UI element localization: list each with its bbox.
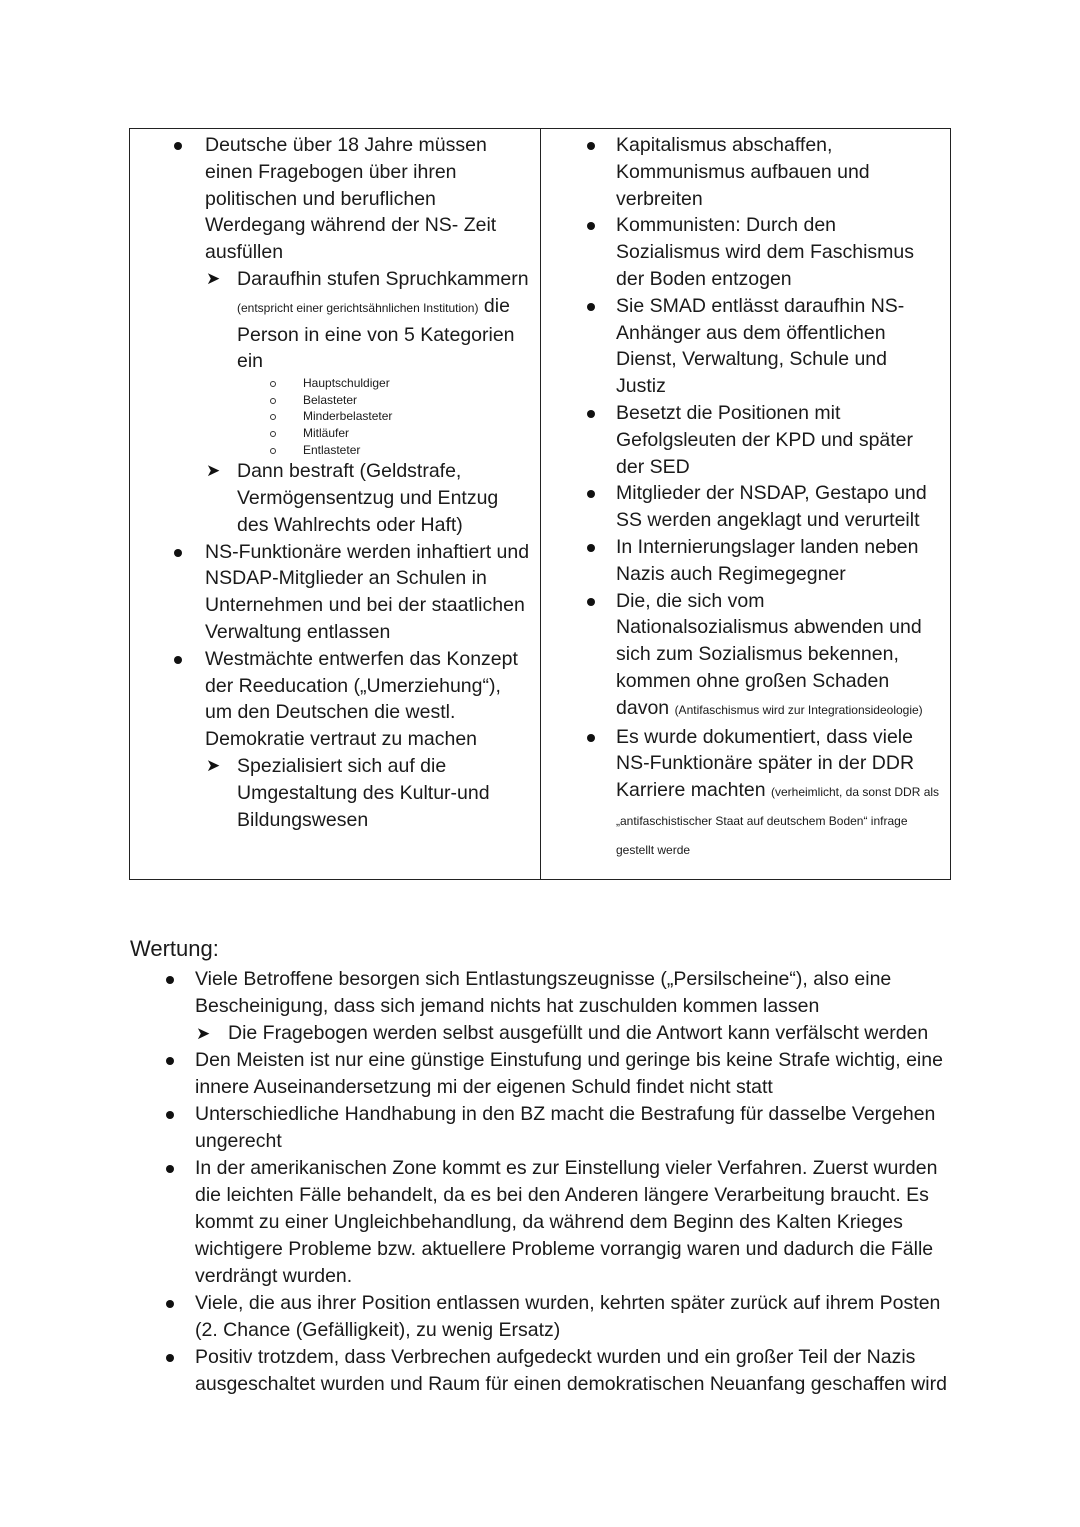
bullet-icon: [174, 549, 182, 557]
bullet-icon: [166, 1300, 174, 1308]
category-item: [130, 392, 540, 409]
sub-bullet-text: Spezialisiert sich auf die Umgestaltung des Kultur-und Bildungswesen: [237, 754, 490, 831]
wertung-list: [130, 966, 960, 1398]
circle-bullet-icon: [270, 398, 276, 404]
bullet-item: [541, 724, 950, 864]
bullet-item: [130, 1155, 960, 1290]
circle-bullet-icon: [270, 431, 276, 437]
bullet-text: NS-Funktionäre werden inhaftiert und NSDAP-Mitglieder an Schulen in Unternehmen und bei der staatlichen Verwaltung entlassen: [205, 540, 530, 643]
bullet-item: [130, 1047, 960, 1101]
bullet-icon: [587, 490, 595, 498]
bullet-icon: [587, 410, 595, 418]
bullet-icon: [166, 976, 174, 984]
bullet-item: [130, 1344, 960, 1398]
comparison-table: [129, 128, 951, 880]
bullet-icon: [166, 1057, 174, 1065]
annotation-text: (verheimlicht, da sonst DDR als „antifaschistischer Staat auf deutschem Boden“ infrage gestellt werde: [616, 785, 940, 857]
bullet-icon: [587, 303, 595, 311]
bullet-text: Viele, die aus ihrer Position entlassen wurden, kehrten später zurück auf ihrem Posten (2. Chance (Gefälligkeit), zu wenig Ersatz): [195, 1292, 941, 1341]
bullet-item: [130, 539, 540, 646]
category-label: Minderbelasteter: [303, 409, 393, 424]
category-label: Hauptschuldiger: [303, 376, 390, 391]
category-label: Belasteter: [303, 392, 358, 407]
bullet-icon: [587, 598, 595, 606]
bullet-icon: [166, 1165, 174, 1173]
bullet-text: Positiv trotzdem, dass Verbrechen aufgedeckt wurden und ein großer Teil der Nazis ausgeschaltet wurden und Raum für einen demokratischen Neuanfang geschaffen wird: [195, 1346, 947, 1395]
bullet-item: [541, 534, 950, 588]
arrow-icon: ➤: [206, 268, 221, 288]
bullet-text: Besetzt die Positionen mit Gefolgsleuten der KPD und später der SED: [616, 401, 914, 478]
bullet-text: Die, die sich vom Nationalsozialismus abwenden und sich zum Sozialismus bekennen, kommen ohne großen Schaden davon: [616, 589, 922, 719]
sub-bullet-item: [130, 266, 540, 375]
bullet-item: [130, 966, 960, 1020]
table-right-column: [541, 129, 950, 879]
category-item: [130, 442, 540, 459]
category-label: Mitläufer: [303, 425, 350, 440]
bullet-text: Kapitalismus abschaffen, Kommunismus aufbauen und verbreiten: [616, 134, 870, 210]
bullet-item: [130, 646, 540, 753]
bullet-icon: [587, 222, 595, 230]
sub-bullet-text: Dann bestraft (Geldstrafe, Vermögensentzug und Entzug des Wahlrechts oder Haft): [237, 460, 499, 536]
bullet-item: [130, 132, 540, 266]
category-item: [130, 408, 540, 425]
bullet-icon: [174, 142, 182, 150]
sub-bullet-item: [130, 1020, 960, 1047]
sub-bullet-item: [130, 458, 540, 538]
circle-bullet-icon: [270, 381, 276, 387]
bullet-text: Kommunisten: Durch den Sozialismus wird dem Faschismus der Boden entzogen: [616, 214, 914, 290]
bullet-text: Sie SMAD entlässt daraufhin NS-Anhänger aus dem öffentlichen Dienst, Verwaltung, Schule und Justiz: [616, 294, 905, 398]
bullet-text: Viele Betroffene besorgen sich Entlastungszeugnisse („Persilscheine“), also eine Bescheinigung, dass sich jemand nichts hat zuschulden kommen lassen: [195, 968, 892, 1017]
bullet-text: Westmächte entwerfen das Konzept der Reeducation („Umerziehung“), um den Deutschen die westl. Demokratie vertraut zu machen: [205, 647, 518, 751]
bullet-text: Unterschiedliche Handhabung in den BZ macht die Bestrafung für dasselbe Vergehen ungerecht: [195, 1103, 936, 1152]
category-label: Entlasteter: [303, 442, 361, 457]
bullet-icon: [587, 142, 595, 150]
bullet-icon: [166, 1354, 174, 1362]
bullet-item: [541, 212, 950, 292]
arrow-icon: ➤: [206, 755, 221, 775]
arrow-icon: ➤: [196, 1024, 211, 1043]
bullet-item: [541, 293, 950, 400]
section-heading: Wertung:: [130, 936, 219, 961]
bullet-icon: [587, 734, 595, 742]
bullet-text: Den Meisten ist nur eine günstige Einstufung und geringe bis keine Strafe wichtig, eine innere Auseinandersetzung mi der eigenen Schuld findet nicht statt: [195, 1049, 943, 1098]
bullet-text: In der amerikanischen Zone kommt es zur Einstellung vieler Verfahren. Zuerst wurden die leichten Fälle behandelt, da es bei den Anderen längere Verarbeitung braucht. Es kommt zu einer Ungleichbehandlung, da während dem Beginn des Kalten Krieges wichtigere Probleme bzw. aktuellere Probleme vorrangig waren und dadurch die Fälle verdrängt wurden.: [195, 1157, 938, 1287]
category-item: [130, 375, 540, 392]
category-item: [130, 425, 540, 442]
annotation-text: (entspricht einer gerichtsähnlichen Institution): [237, 300, 479, 315]
circle-bullet-icon: [270, 448, 276, 454]
bullet-item: [130, 1290, 960, 1344]
bullet-text: Deutsche über 18 Jahre müssen einen Fragebogen über ihren politischen und beruflichen Werdegang während der NS- Zeit ausfüllen: [205, 134, 497, 264]
bullet-item: [541, 480, 950, 534]
annotation-text: (Antifaschismus wird zur Integrationsideologie): [674, 702, 923, 717]
arrow-icon: ➤: [206, 461, 221, 481]
circle-bullet-icon: [270, 414, 276, 420]
sub-bullet-text: Daraufhin stufen Spruchkammern: [237, 267, 529, 290]
bullet-item: [541, 132, 950, 212]
bullet-item: [541, 588, 950, 724]
bullet-icon: [587, 544, 595, 552]
sub-bullet-text: die Person in eine von 5 Kategorien ein: [237, 294, 515, 373]
sub-bullet-item: [130, 753, 540, 833]
bullet-text: Es wurde dokumentiert, dass viele NS-Funktionäre später in der DDR Karriere machten: [616, 725, 915, 802]
bullet-icon: [174, 656, 182, 664]
bullet-item: [541, 400, 950, 480]
bullet-text: Mitglieder der NSDAP, Gestapo und SS werden angeklagt und verurteilt: [616, 482, 927, 532]
bullet-text: In Internierungslager landen neben Nazis auch Regimegegner: [616, 535, 919, 585]
bullet-icon: [166, 1111, 174, 1119]
table-left-column: [130, 129, 541, 879]
sub-bullet-text: Die Fragebogen werden selbst ausgefüllt und die Antwort kann verfälscht werden: [228, 1022, 929, 1044]
bullet-item: [130, 1101, 960, 1155]
